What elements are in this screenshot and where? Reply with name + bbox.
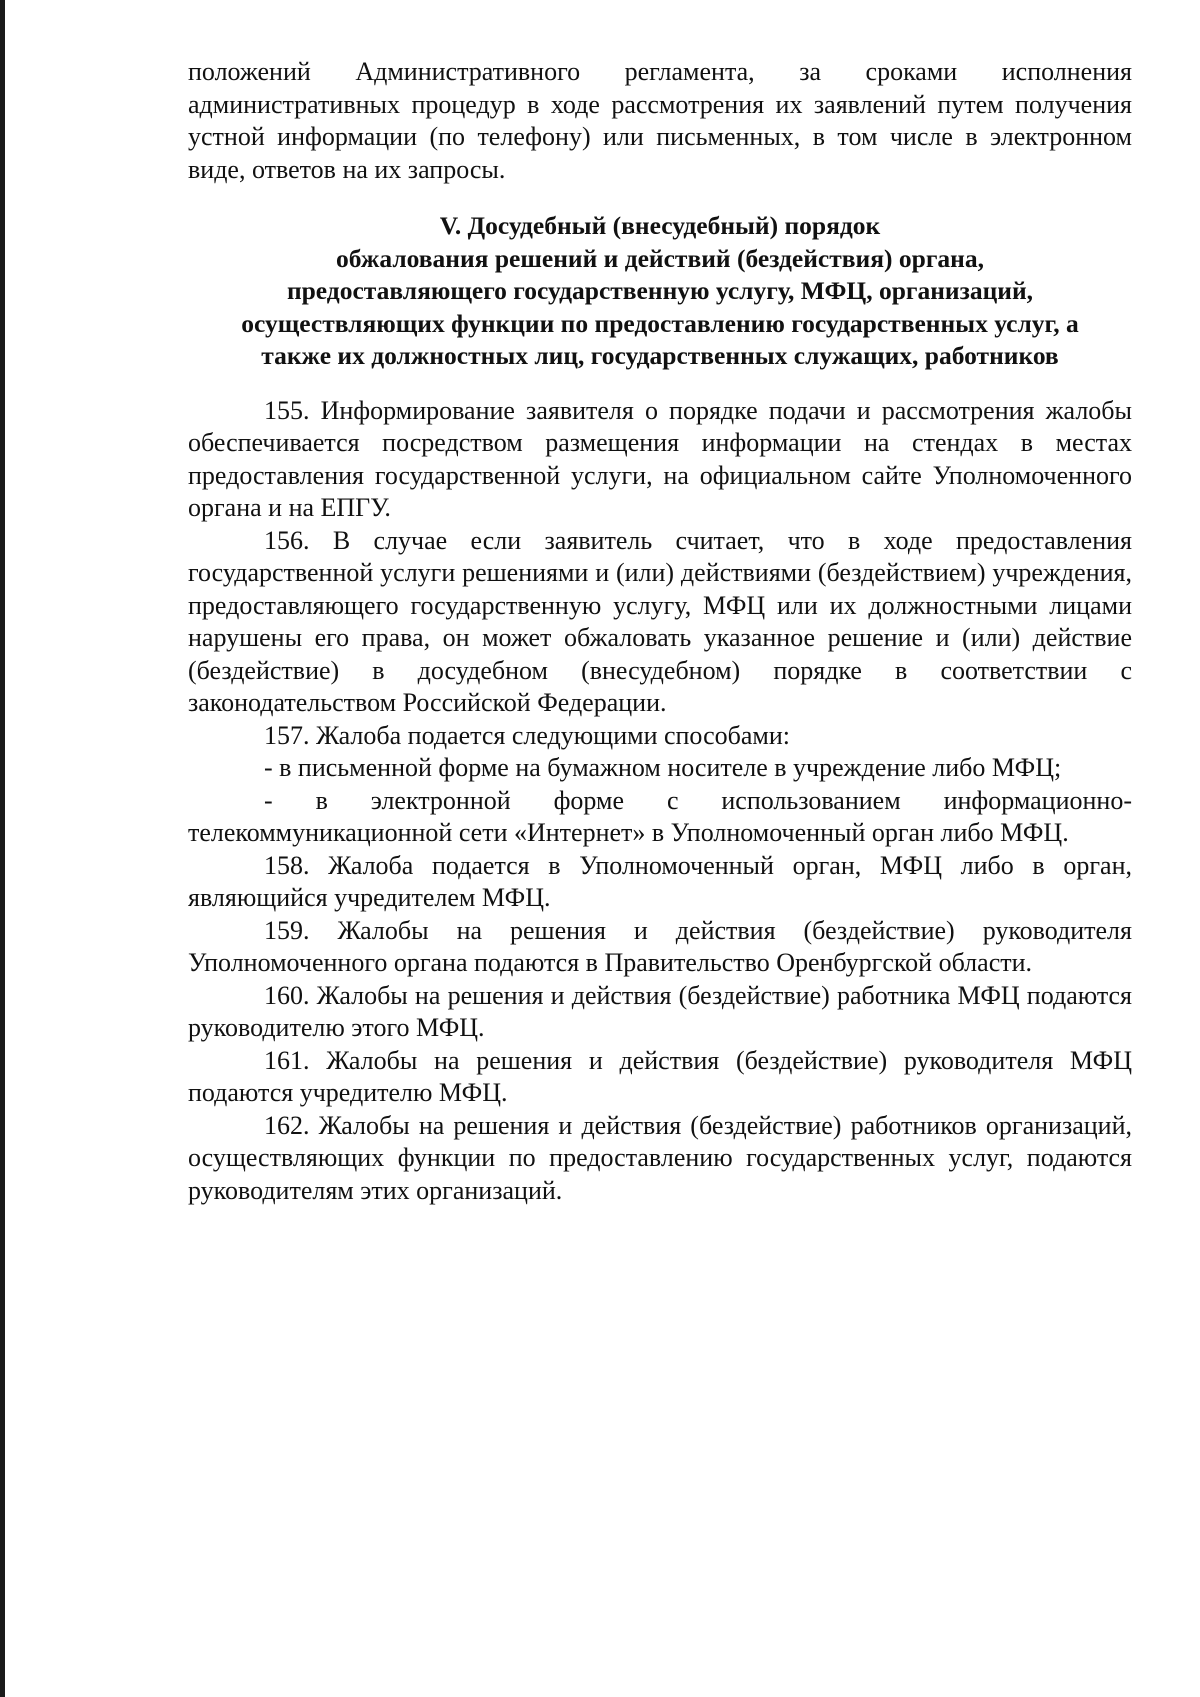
section-heading-line-5: также их должностных лиц, государственных служащих, работников <box>261 341 1059 370</box>
paragraph-157: 157. Жалоба подается следующими способами: <box>264 720 790 750</box>
paragraph-158: 158. Жалоба подается в Уполномоченный орган, МФЦ либо в орган, являющийся учредителем МФЦ. <box>188 850 1132 912</box>
scan-edge <box>0 0 5 1697</box>
section-heading-line-4: осуществляющих функции по предоставлению государственных услуг, а <box>241 308 1079 338</box>
paragraph-155: 155. Информирование заявителя о порядке подачи и рассмотрения жалобы обеспечивается посредством размещения информации на стендах в местах предоставления государственной услуги, на официальном сайте Уполномоченного органа и на ЕПГУ. <box>188 395 1132 522</box>
continuation-paragraph: положений Административного регламента, за сроками исполнения административных процедур в ходе рассмотрения их заявлений путем получения устной информации (по телефону) или письменных, в том числе в электронном виде, ответов на их запросы. <box>188 57 1132 184</box>
paragraph-157-item-1: - в письменной форме на бумажном носителе в учреждение либо МФЦ; <box>264 753 1062 782</box>
paragraph-162: 162. Жалобы на решения и действия (бездействие) работников организаций, осуществляющих функции по предоставлению государственных услуг, подаются руководителям этих организаций. <box>188 1110 1132 1205</box>
section-heading <box>188 210 1132 373</box>
paragraph-157-item-2: - в электронной форме с использованием информационно-телекоммуникационной сети «Интернет» в Уполномоченный орган либо МФЦ. <box>188 785 1132 847</box>
paragraph-159: 159. Жалобы на решения и действия (бездействие) руководителя Уполномоченного органа подаются в Правительство Оренбургской области. <box>188 915 1132 977</box>
paragraph-156: 156. В случае если заявитель считает, что в ходе предоставления государственной услуги решениями и (или) действиями (бездействием) учреждения, предоставляющего государственную услугу, МФЦ или их должностными лицами нарушены его права, он может обжаловать указанное решение и (или) действие (бездействие) в досудебном (внесудебном) порядке в соответствии с законодательством Российской Федерации. <box>188 525 1132 717</box>
section-heading-line-3: предоставляющего государственную услугу, МФЦ, организаций, <box>286 276 1034 305</box>
document-page <box>188 56 1132 1207</box>
section-heading-line-2: обжалования решений и действий (бездействия) органа, <box>336 243 984 273</box>
paragraph-160: 160. Жалобы на решения и действия (бездействие) работника МФЦ подаются руководителю этого МФЦ. <box>188 980 1132 1042</box>
paragraph-161: 161. Жалобы на решения и действия (бездействие) руководителя МФЦ подаются учредителю МФЦ. <box>188 1045 1132 1107</box>
section-heading-line-1: V. Досудебный (внесудебный) порядок <box>439 211 881 240</box>
